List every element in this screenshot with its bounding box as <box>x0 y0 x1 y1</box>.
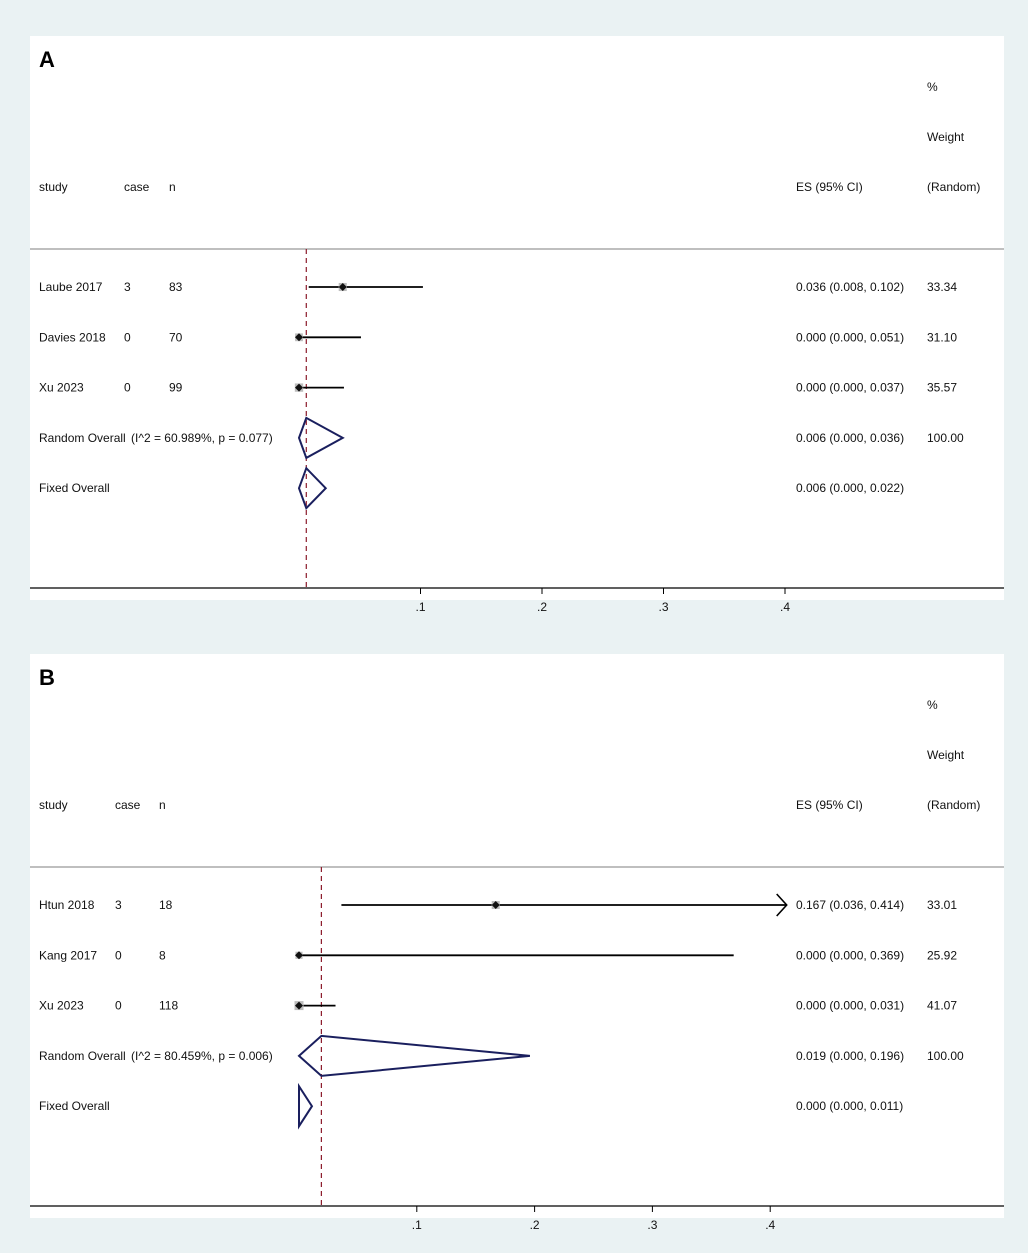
es-ci-header: ES (95% CI) <box>796 798 863 812</box>
row-es-ci: 0.036 (0.008, 0.102) <box>796 280 905 294</box>
forest-plot-panel-a <box>30 36 1004 614</box>
weight-header-percent: % <box>927 80 938 94</box>
pooled-diamond <box>299 468 326 508</box>
row-n-value: 8 <box>159 948 166 963</box>
row-es-ci: 0.019 (0.000, 0.196) <box>796 1048 905 1063</box>
row-study-label: Htun 2018 <box>39 898 95 912</box>
row-study-label: Kang 2017 <box>39 948 98 963</box>
panel-letter: B <box>39 665 55 690</box>
row-n-value: 83 <box>169 280 183 294</box>
row-weight: 25.92 <box>927 948 958 963</box>
case-header: case <box>115 798 141 812</box>
case-header: case <box>124 180 150 194</box>
row-study-label: Davies 2018 <box>39 330 106 345</box>
row-weight: 35.57 <box>927 380 958 395</box>
panel-letter: A <box>39 47 55 72</box>
row-study-label: Xu 2023 <box>39 998 84 1013</box>
row-es-ci: 0.000 (0.000, 0.369) <box>796 948 905 963</box>
forest-plot-a-svg <box>30 36 1004 614</box>
row-n-value: 70 <box>169 330 183 345</box>
row-study-label: Random Overall <box>39 1048 126 1063</box>
pooled-diamond <box>299 418 343 458</box>
es-ci-header: ES (95% CI) <box>796 180 863 194</box>
weight-header-random: (Random) <box>927 180 981 194</box>
row-case-value: 3 <box>124 280 131 294</box>
x-tick-label: .1 <box>415 600 426 614</box>
row-n-value: 118 <box>159 998 179 1013</box>
weight-header-percent: % <box>927 698 938 712</box>
x-tick-label: .4 <box>779 600 791 614</box>
row-es-ci: 0.000 (0.000, 0.011) <box>796 1099 904 1114</box>
forest-plot-panel-b <box>30 654 1004 1232</box>
study-header: study <box>39 180 68 194</box>
row-study-label: Fixed Overall <box>39 481 110 496</box>
row-heterogeneity-stats: (I^2 = 60.989%, p = 0.077) <box>131 430 273 445</box>
row-case-value: 0 <box>115 998 122 1013</box>
row-study-label: Laube 2017 <box>39 280 103 294</box>
row-weight: 41.07 <box>927 998 958 1013</box>
row-es-ci: 0.006 (0.000, 0.022) <box>796 481 905 496</box>
row-case-value: 3 <box>115 898 122 912</box>
row-weight: 100.00 <box>927 1048 964 1063</box>
row-weight: 33.01 <box>927 898 958 912</box>
n-header: n <box>169 180 176 194</box>
row-case-value: 0 <box>124 380 131 395</box>
row-weight: 31.10 <box>927 330 958 345</box>
x-tick-label: .3 <box>647 1218 658 1232</box>
pooled-diamond <box>299 1036 530 1076</box>
row-case-value: 0 <box>115 948 122 963</box>
pooled-diamond <box>299 1086 312 1126</box>
row-study-label: Random Overall <box>39 430 126 445</box>
x-tick-label: .2 <box>536 600 548 614</box>
row-weight: 33.34 <box>927 280 958 294</box>
row-es-ci: 0.000 (0.000, 0.051) <box>796 330 905 345</box>
row-es-ci: 0.000 (0.000, 0.031) <box>796 998 905 1013</box>
forest-plot-b-svg <box>30 654 1004 1232</box>
row-study-label: Fixed Overall <box>39 1099 110 1114</box>
row-heterogeneity-stats: (I^2 = 80.459%, p = 0.006) <box>131 1048 273 1063</box>
row-n-value: 99 <box>169 380 183 395</box>
row-es-ci: 0.006 (0.000, 0.036) <box>796 430 905 445</box>
row-es-ci: 0.167 (0.036, 0.414) <box>796 898 905 912</box>
row-es-ci: 0.000 (0.000, 0.037) <box>796 380 905 395</box>
weight-header-random: (Random) <box>927 798 981 812</box>
x-tick-label: .2 <box>529 1218 540 1232</box>
row-n-value: 18 <box>159 898 173 912</box>
weight-header-weight: Weight <box>927 130 965 144</box>
study-header: study <box>39 798 68 812</box>
row-case-value: 0 <box>124 330 131 345</box>
n-header: n <box>159 798 166 812</box>
row-study-label: Xu 2023 <box>39 380 84 395</box>
x-tick-label: .3 <box>658 600 669 614</box>
row-weight: 100.00 <box>927 430 964 445</box>
weight-header-weight: Weight <box>927 748 965 762</box>
x-tick-label: .1 <box>411 1218 422 1232</box>
x-tick-label: .4 <box>765 1218 776 1232</box>
